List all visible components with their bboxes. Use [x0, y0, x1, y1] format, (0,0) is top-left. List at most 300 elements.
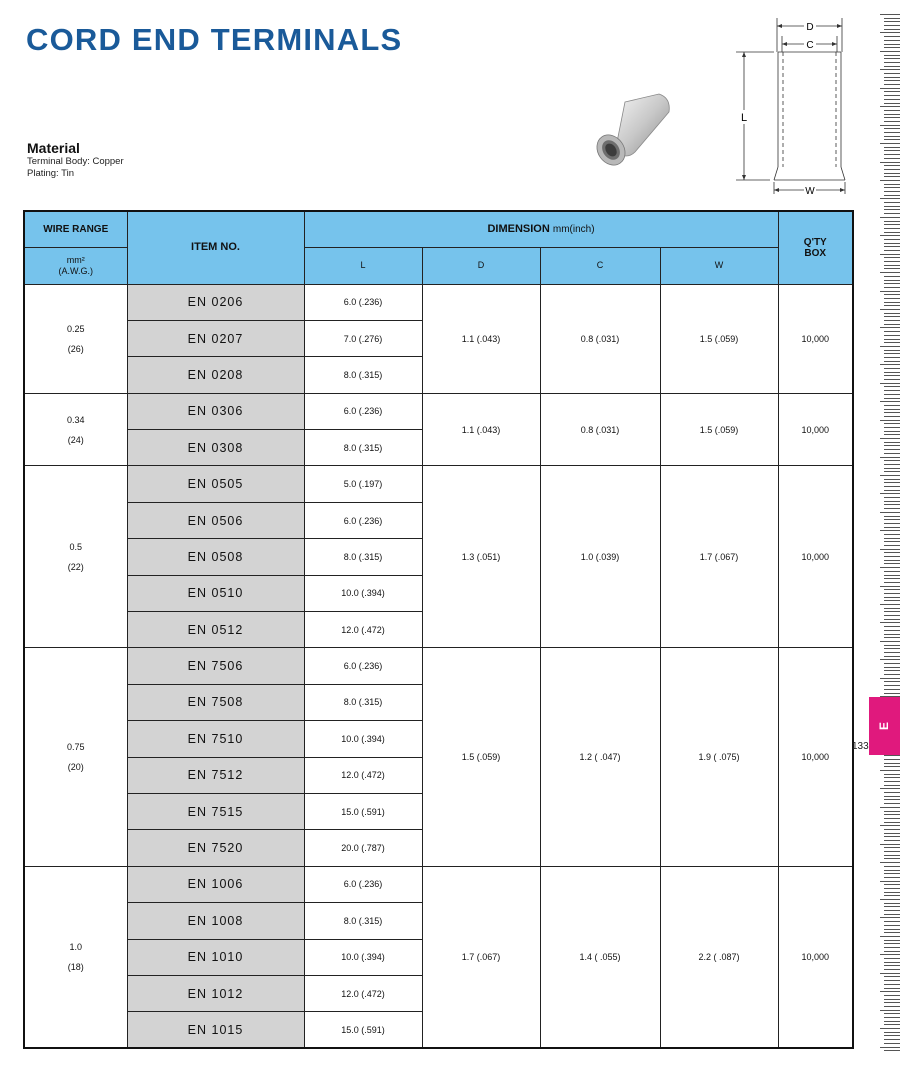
ruler-tick: [884, 95, 900, 96]
ruler-tick: [884, 390, 900, 391]
item-no-cell: EN 1015: [127, 1012, 304, 1048]
ruler-tick: [884, 670, 900, 671]
ruler-tick: [880, 272, 900, 273]
ruler-tick: [880, 917, 900, 918]
ruler-tick: [884, 394, 900, 395]
ruler-tick: [884, 361, 900, 362]
dim-l-cell: 10.0 (.394): [304, 575, 422, 611]
ruler-tick: [884, 287, 900, 288]
ruler-tick: [884, 468, 900, 469]
ruler-tick: [884, 228, 900, 229]
ruler-tick: [884, 1021, 900, 1022]
ruler-tick: [884, 995, 900, 996]
ruler-tick: [884, 206, 900, 207]
wire-range-mm: 0.5: [69, 541, 82, 552]
dim-w-cell: 1.5 (.059): [660, 284, 778, 393]
ruler-tick: [884, 597, 900, 598]
ruler-tick: [880, 622, 900, 623]
ruler-tick: [884, 261, 900, 262]
item-no-cell: EN 0306: [127, 393, 304, 429]
dim-l-cell: 6.0 (.236): [304, 393, 422, 429]
ruler-tick: [884, 77, 900, 78]
ruler-tick: [884, 1017, 900, 1018]
ruler-tick: [884, 818, 900, 819]
ruler-tick: [880, 125, 900, 126]
ruler-tick: [884, 486, 900, 487]
dim-l-cell: 12.0 (.472): [304, 757, 422, 793]
ruler-tick: [884, 379, 900, 380]
side-ruler: [880, 14, 900, 1054]
ruler-tick: [884, 128, 900, 129]
ruler-tick: [884, 689, 900, 690]
ruler-tick: [884, 434, 900, 435]
ruler-tick: [884, 257, 900, 258]
header-box-label: BOX: [804, 247, 827, 259]
ruler-tick: [884, 431, 900, 432]
ruler-tick: [884, 534, 900, 535]
wire-range-mm: 1.0: [69, 941, 82, 952]
ruler-tick: [884, 66, 900, 67]
ruler-tick: [880, 899, 900, 900]
ruler-tick: [880, 844, 900, 845]
ruler-tick: [884, 571, 900, 572]
ruler-tick: [884, 914, 900, 915]
qty-box-cell: 10,000: [778, 866, 853, 1048]
dim-w-cell: 2.2 ( .087): [660, 866, 778, 1048]
ruler-tick: [884, 774, 900, 775]
ruler-tick: [884, 442, 900, 443]
header-col-w: W: [660, 247, 778, 284]
ruler-tick: [884, 176, 900, 177]
ruler-tick: [884, 781, 900, 782]
dim-w-cell: 1.5 (.059): [660, 393, 778, 466]
ruler-tick: [884, 516, 900, 517]
wire-range-awg: (22): [67, 561, 84, 572]
ruler-tick: [884, 615, 900, 616]
ruler-tick: [884, 925, 900, 926]
ruler-tick: [884, 335, 900, 336]
item-no-cell: EN 0206: [127, 284, 304, 320]
ruler-tick: [884, 611, 900, 612]
ruler-tick: [884, 324, 900, 325]
dim-l-cell: 8.0 (.315): [304, 357, 422, 393]
ruler-tick: [880, 862, 900, 863]
wire-range-awg: (20): [67, 762, 84, 773]
ruler-tick: [884, 980, 900, 981]
ruler-tick: [880, 309, 900, 310]
ruler-tick: [880, 143, 900, 144]
ruler-tick: [884, 947, 900, 948]
table-row: [24, 866, 853, 902]
header-mm: mm²: [66, 254, 85, 265]
ruler-tick: [884, 342, 900, 343]
ruler-tick: [884, 667, 900, 668]
ruler-tick: [884, 888, 900, 889]
ruler-tick: [884, 62, 900, 63]
ruler-tick: [880, 936, 900, 937]
header-dimension-unit: mm(inch): [552, 223, 595, 235]
ruler-tick: [880, 69, 900, 70]
ruler-tick: [880, 1047, 900, 1048]
ruler-tick: [884, 637, 900, 638]
ruler-tick: [880, 512, 900, 513]
dim-c-cell: 1.0 (.039): [540, 466, 660, 648]
table-row: [24, 393, 853, 429]
item-no-cell: EN 7508: [127, 684, 304, 720]
wire-range-awg: (26): [67, 343, 84, 354]
dim-l-cell: 6.0 (.236): [304, 866, 422, 902]
item-no-cell: EN 7520: [127, 830, 304, 866]
dim-d-cell: 1.5 (.059): [422, 648, 540, 866]
ruler-tick: [884, 541, 900, 542]
ruler-tick: [884, 777, 900, 778]
ruler-tick: [880, 88, 900, 89]
ruler-tick: [884, 187, 900, 188]
ruler-tick: [880, 32, 900, 33]
item-no-cell: EN 1006: [127, 866, 304, 902]
section-tab: [869, 697, 900, 755]
ruler-tick: [880, 770, 900, 771]
ruler-tick: [880, 438, 900, 439]
wire-range-cell: [24, 466, 127, 648]
ruler-tick: [884, 560, 900, 561]
ruler-tick: [884, 870, 900, 871]
header-col-c: C: [540, 247, 660, 284]
ruler-tick: [884, 792, 900, 793]
table-row: [24, 648, 853, 684]
ruler-tick: [884, 169, 900, 170]
header-qty: [778, 211, 853, 284]
ruler-tick: [884, 988, 900, 989]
ruler-tick: [884, 497, 900, 498]
item-no-cell: EN 0208: [127, 357, 304, 393]
ruler-tick: [884, 202, 900, 203]
ruler-tick: [884, 265, 900, 266]
wire-range-cell: [24, 393, 127, 466]
ruler-tick: [880, 1028, 900, 1029]
ruler-tick: [884, 136, 900, 137]
ruler-tick: [884, 969, 900, 970]
page-title: CORD END TERMINALS: [26, 22, 403, 57]
wire-range-mm: 0.34: [66, 414, 85, 425]
header-mm-awg: [24, 247, 127, 284]
ruler-tick: [884, 929, 900, 930]
ruler-tick: [880, 291, 900, 292]
header-awg: (A.W.G.): [58, 265, 93, 276]
ruler-tick: [880, 604, 900, 605]
dim-l-cell: 20.0 (.787): [304, 830, 422, 866]
ruler-tick: [884, 766, 900, 767]
dim-l-cell: 6.0 (.236): [304, 502, 422, 538]
ruler-tick: [884, 36, 900, 37]
item-no-cell: EN 1012: [127, 975, 304, 1011]
ruler-tick: [884, 1006, 900, 1007]
ruler-tick: [884, 80, 900, 81]
spec-table: [23, 210, 854, 1049]
ruler-tick: [880, 217, 900, 218]
page-number: 133: [852, 741, 869, 752]
ruler-tick: [884, 575, 900, 576]
qty-box-cell: 10,000: [778, 466, 853, 648]
ruler-tick: [884, 759, 900, 760]
ruler-tick: [884, 412, 900, 413]
ruler-tick: [884, 523, 900, 524]
ruler-tick: [884, 940, 900, 941]
ruler-tick: [884, 427, 900, 428]
dim-l-cell: 6.0 (.236): [304, 648, 422, 684]
ruler-tick: [884, 1024, 900, 1025]
ruler-tick: [884, 21, 900, 22]
ruler-tick: [884, 556, 900, 557]
ruler-tick: [884, 232, 900, 233]
ruler-tick: [884, 320, 900, 321]
ruler-tick: [884, 147, 900, 148]
ruler-tick: [880, 881, 900, 882]
ruler-tick: [884, 195, 900, 196]
ruler-tick: [884, 213, 900, 214]
ruler-tick: [880, 51, 900, 52]
ruler-tick: [884, 811, 900, 812]
ruler-tick: [884, 445, 900, 446]
ruler-tick: [884, 283, 900, 284]
item-no-cell: EN 7510: [127, 721, 304, 757]
ruler-tick: [880, 825, 900, 826]
dim-w-cell: 1.9 ( .075): [660, 648, 778, 866]
ruler-tick: [884, 368, 900, 369]
ruler-tick: [884, 357, 900, 358]
dim-d-cell: 1.1 (.043): [422, 284, 540, 393]
ruler-tick: [884, 268, 900, 269]
material-info: [27, 140, 124, 180]
header-dimension: [304, 211, 778, 247]
dim-l-cell: 15.0 (.591): [304, 793, 422, 829]
qty-box-cell: 10,000: [778, 648, 853, 866]
ruler-tick: [884, 482, 900, 483]
dim-l-cell: 8.0 (.315): [304, 539, 422, 575]
ruler-tick: [884, 519, 900, 520]
ruler-tick: [884, 619, 900, 620]
ruler-tick: [884, 840, 900, 841]
ruler-tick: [880, 1010, 900, 1011]
ruler-tick: [880, 420, 900, 421]
ruler-tick: [884, 91, 900, 92]
ruler-tick: [884, 305, 900, 306]
ruler-tick: [884, 276, 900, 277]
ruler-tick: [884, 951, 900, 952]
item-no-cell: EN 7512: [127, 757, 304, 793]
ruler-tick: [884, 921, 900, 922]
ruler-tick: [884, 958, 900, 959]
ruler-tick: [880, 586, 900, 587]
ruler-tick: [884, 331, 900, 332]
ruler-tick: [884, 99, 900, 100]
ruler-tick: [884, 634, 900, 635]
ruler-tick: [884, 545, 900, 546]
ruler-tick: [884, 873, 900, 874]
ruler-tick: [884, 833, 900, 834]
ruler-tick: [884, 139, 900, 140]
ruler-tick: [884, 471, 900, 472]
ruler-tick: [884, 117, 900, 118]
ruler-tick: [884, 527, 900, 528]
ruler-tick: [884, 409, 900, 410]
ruler-tick: [884, 552, 900, 553]
ruler-tick: [884, 1013, 900, 1014]
ruler-tick: [884, 508, 900, 509]
ruler-tick: [884, 353, 900, 354]
item-no-cell: EN 0308: [127, 430, 304, 466]
wire-range-cell: [24, 866, 127, 1048]
ruler-tick: [884, 1050, 900, 1051]
ruler-tick: [884, 490, 900, 491]
ruler-tick: [884, 1043, 900, 1044]
wire-range-cell: [24, 284, 127, 393]
ruler-tick: [884, 803, 900, 804]
ruler-tick: [880, 162, 900, 163]
ruler-tick: [880, 659, 900, 660]
ruler-tick: [884, 416, 900, 417]
ruler-tick: [884, 386, 900, 387]
dim-d-cell: 1.1 (.043): [422, 393, 540, 466]
header-col-l: L: [304, 247, 422, 284]
dim-w-cell: 1.7 (.067): [660, 466, 778, 648]
ruler-tick: [880, 475, 900, 476]
ruler-tick: [884, 173, 900, 174]
header-item-no: ITEM NO.: [127, 211, 304, 284]
ruler-tick: [884, 375, 900, 376]
ruler-tick: [880, 954, 900, 955]
ruler-tick: [884, 829, 900, 830]
ruler-tick: [880, 807, 900, 808]
ruler-tick: [884, 563, 900, 564]
ruler-tick: [884, 877, 900, 878]
dim-c-cell: 1.4 ( .055): [540, 866, 660, 1048]
ruler-tick: [880, 106, 900, 107]
ruler-tick: [884, 73, 900, 74]
ruler-tick: [884, 47, 900, 48]
ruler-tick: [884, 504, 900, 505]
ruler-tick: [884, 243, 900, 244]
header-col-d: D: [422, 247, 540, 284]
ruler-tick: [884, 589, 900, 590]
ruler-tick: [884, 630, 900, 631]
ruler-tick: [880, 401, 900, 402]
ruler-tick: [880, 383, 900, 384]
wire-range-awg: (24): [67, 434, 84, 445]
ruler-tick: [884, 449, 900, 450]
ruler-tick: [884, 645, 900, 646]
item-no-cell: EN 0505: [127, 466, 304, 502]
dim-l-cell: 12.0 (.472): [304, 975, 422, 1011]
ruler-tick: [884, 460, 900, 461]
ruler-tick: [884, 681, 900, 682]
dim-l-cell: 8.0 (.315): [304, 430, 422, 466]
ruler-tick: [884, 796, 900, 797]
ruler-tick: [884, 184, 900, 185]
ruler-tick: [884, 405, 900, 406]
ruler-tick: [884, 626, 900, 627]
ruler-tick: [884, 18, 900, 19]
dim-l-cell: 12.0 (.472): [304, 612, 422, 648]
ruler-tick: [884, 785, 900, 786]
ruler-tick: [884, 648, 900, 649]
ruler-tick: [884, 1035, 900, 1036]
ruler-tick: [884, 799, 900, 800]
ruler-tick: [884, 154, 900, 155]
dim-c-cell: 0.8 (.031): [540, 393, 660, 466]
ruler-tick: [884, 943, 900, 944]
ruler-tick: [880, 788, 900, 789]
item-no-cell: EN 0506: [127, 502, 304, 538]
dim-l-cell: 10.0 (.394): [304, 721, 422, 757]
ruler-tick: [884, 593, 900, 594]
ruler-tick: [884, 158, 900, 159]
ruler-tick: [884, 693, 900, 694]
item-no-cell: EN 0508: [127, 539, 304, 575]
ruler-tick: [884, 121, 900, 122]
ruler-tick: [884, 316, 900, 317]
ruler-tick: [884, 663, 900, 664]
ruler-tick: [880, 254, 900, 255]
ruler-tick: [884, 822, 900, 823]
item-no-cell: EN 1008: [127, 903, 304, 939]
ruler-tick: [884, 999, 900, 1000]
ruler-tick: [884, 814, 900, 815]
ruler-tick: [884, 298, 900, 299]
ruler-tick: [884, 453, 900, 454]
header-dimension-label: DIMENSION: [487, 222, 550, 235]
ruler-tick: [884, 652, 900, 653]
ruler-tick: [884, 29, 900, 30]
dim-d-cell: 1.7 (.067): [422, 866, 540, 1048]
ruler-tick: [884, 962, 900, 963]
ruler-tick: [884, 903, 900, 904]
ruler-tick: [884, 246, 900, 247]
ruler-tick: [884, 40, 900, 41]
terminal-photo: [585, 90, 675, 180]
ruler-tick: [884, 398, 900, 399]
label-w: W: [805, 186, 815, 197]
ruler-tick: [880, 180, 900, 181]
wire-range-mm: 0.25: [66, 323, 85, 334]
wire-range-cell: [24, 648, 127, 866]
ruler-tick: [884, 191, 900, 192]
ruler-tick: [884, 1039, 900, 1040]
dim-l-cell: 6.0 (.236): [304, 284, 422, 320]
ruler-tick: [880, 235, 900, 236]
dim-c-cell: 1.2 ( .047): [540, 648, 660, 866]
ruler-tick: [884, 150, 900, 151]
ruler-tick: [884, 280, 900, 281]
ruler-tick: [884, 755, 900, 756]
ruler-tick: [884, 855, 900, 856]
material-line-plating: Plating: Tin: [27, 168, 74, 179]
ruler-tick: [884, 656, 900, 657]
ruler-tick: [884, 608, 900, 609]
ruler-tick: [884, 858, 900, 859]
material-heading: Material: [27, 140, 80, 156]
ruler-tick: [884, 350, 900, 351]
dim-l-cell: 5.0 (.197): [304, 466, 422, 502]
ruler-tick: [884, 965, 900, 966]
dim-c-cell: 0.8 (.031): [540, 284, 660, 393]
ruler-tick: [884, 1032, 900, 1033]
ruler-tick: [884, 851, 900, 852]
ruler-tick: [884, 578, 900, 579]
ruler-tick: [884, 110, 900, 111]
ruler-tick: [884, 884, 900, 885]
item-no-cell: EN 0512: [127, 612, 304, 648]
